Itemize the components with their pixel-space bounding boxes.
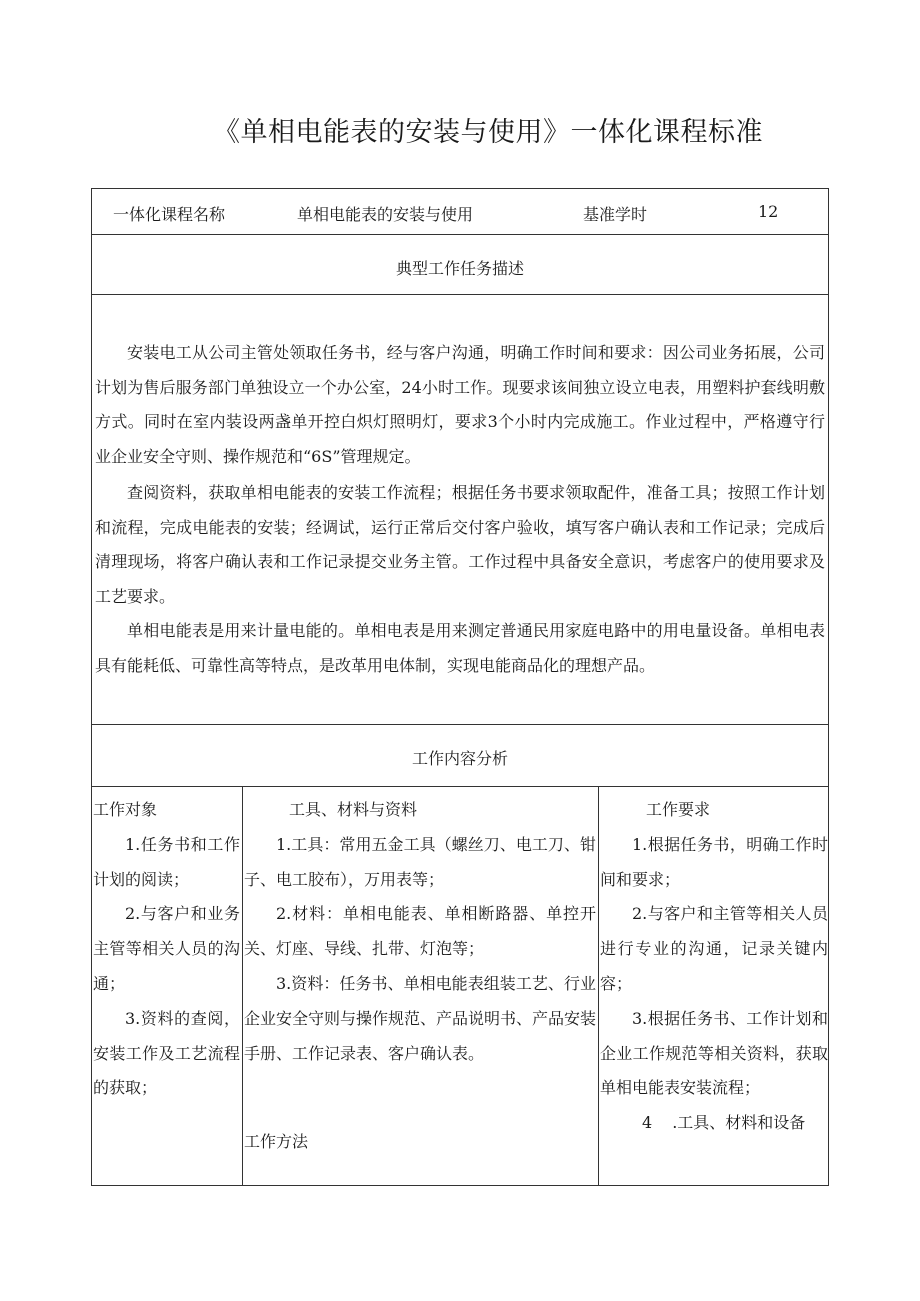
requirement-item: 2.与客户和主管等相关人员进行专业的沟通，记录关键内容； xyxy=(600,904,828,993)
row-divider xyxy=(92,724,828,725)
analysis-heading: 工作内容分析 xyxy=(411,749,508,768)
course-standard-table xyxy=(91,188,829,1186)
course-name-label: 一体化课程名称 xyxy=(113,205,226,224)
work-method-label: 工作方法 xyxy=(244,1132,309,1151)
hours-label: 基准学时 xyxy=(583,205,648,224)
requirement-item: 3.根据任务书、工作计划和企业工作规范等相关资料，获取单相电能表安装流程； xyxy=(600,1008,828,1098)
work-object-item: 2.与客户和业务主管等相关人员的沟通； xyxy=(93,904,240,993)
work-requirements-header: 工作要求 xyxy=(646,800,711,819)
task-section-heading: 典型工作任务描述 xyxy=(395,259,524,278)
tools-item: 1.工具：常用五金工具（螺丝刀、电工刀、钳子、电工胶布），万用表等； xyxy=(244,834,596,889)
work-requirements-column xyxy=(600,793,828,1141)
requirement-item-4 xyxy=(600,1106,828,1141)
resources-item: 3.资料：任务书、单相电能表组装工艺、行业企业安全守则与操作规范、产品说明书、产品安装手册、工作记录表、客户确认表。 xyxy=(244,973,597,1063)
course-name-value: 单相电能表的安装与使用 xyxy=(297,205,474,224)
task-paragraph-1: 安装电工从公司主管处领取任务书，经与客户沟通，明确工作时间和要求：因公司业务拓展，公司计划为售后服务部门单独设立一个办公室，24小时工作。现要求该间独立设立电表，用塑料护套线明敷方式。同时在室内装设两盏单开控白炽灯照明灯，要求3个小时内完成施工。作业过程中，严格遵守行业企业安全守则、操作规范和“6S”管理规定。 xyxy=(95,343,825,466)
work-object-item: 1.任务书和工作计划的阅读； xyxy=(93,834,240,889)
hours-value: 12 xyxy=(758,202,779,221)
requirement-item-4-text: .工具、材料和设备 xyxy=(672,1113,806,1133)
work-object-column xyxy=(93,793,240,1106)
requirement-item: 1.根据任务书，明确工作时间和要求； xyxy=(600,834,828,889)
row-divider xyxy=(92,294,828,295)
task-paragraph-2: 查阅资料，获取单相电能表的安装工作流程；根据任务书要求领取配件，准备工具；按照工作计划和流程，完成电能表的安装；经调试，运行正常后交付客户验收，填写客户确认表和工作记录；完成后清理现场，将客户确认表和工作记录提交业务主管。工作过程中具备安全意识，考虑客户的使用要求及工艺要求。 xyxy=(95,483,825,606)
row-divider xyxy=(92,234,828,235)
materials-item: 2.材料：单相电能表、单相断路器、单控开关、灯座、导线、扎带、灯泡等； xyxy=(244,904,596,959)
requirement-item-4-number: 4 xyxy=(642,1113,653,1133)
column-divider xyxy=(598,786,599,1186)
work-object-item: 3.资料的查阅，安装工作及工艺流程的获取； xyxy=(93,1008,240,1098)
tools-materials-column xyxy=(244,793,596,1071)
tools-materials-header: 工具、材料与资料 xyxy=(289,800,418,819)
row-divider xyxy=(92,786,828,787)
column-divider xyxy=(242,786,243,1186)
work-object-header: 工作对象 xyxy=(93,800,158,819)
task-paragraph-3: 单相电能表是用来计量电能的。单相电表是用来测定普通民用家庭电路中的用电量设备。单相电表具有能耗低、可靠性高等特点，是改革用电体制，实现电能商品化的理想产品。 xyxy=(95,621,825,675)
page-title: 《单相电能表的安装与使用》一体化课程标准 xyxy=(213,117,763,148)
